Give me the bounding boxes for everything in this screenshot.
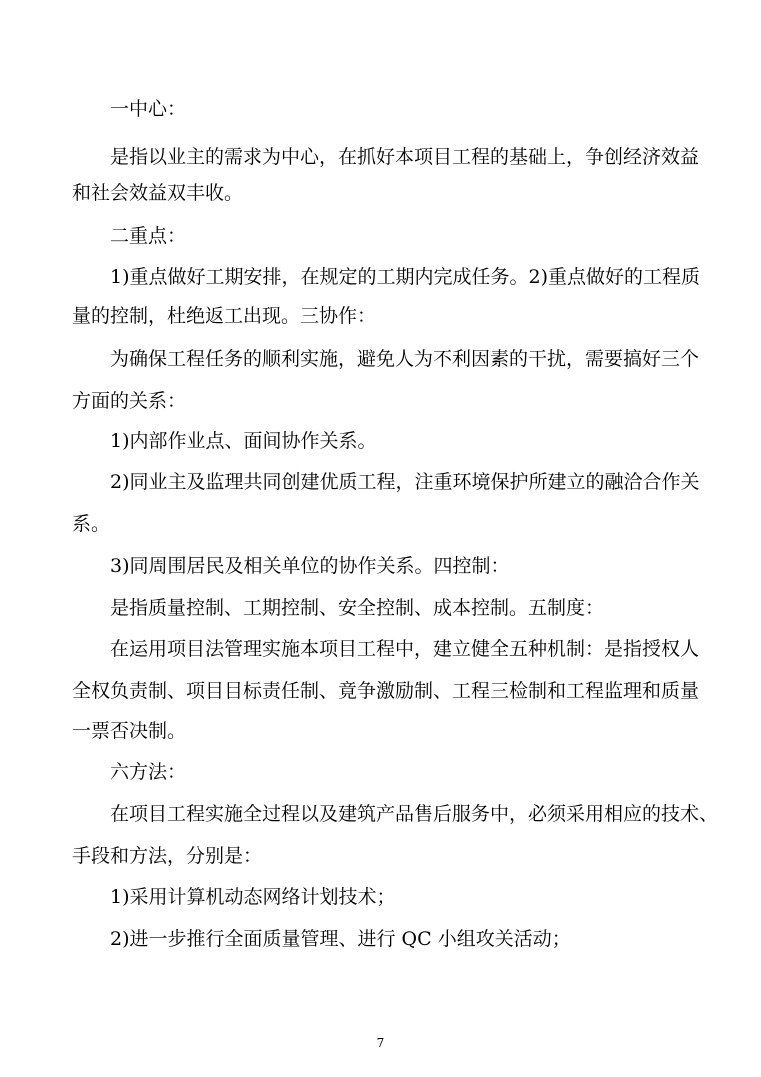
page-number: 7 [376, 1036, 385, 1050]
heading-six-methods: 六方法： [110, 761, 187, 783]
paragraph-line: 方面的关系： [72, 390, 187, 412]
paragraph-line: 全权负责制、项目目标责任制、竟争激励制、工程三检制和工程监理和质量 [72, 680, 700, 702]
list-item: 1)采用计算机动态网络计划技术； [110, 886, 396, 908]
list-item: 1)内部作业点、面间协作关系。 [110, 430, 377, 452]
heading-two-focus: 二重点： [110, 225, 187, 247]
paragraph-line: 系。 [72, 513, 111, 535]
heading-one-center: 一中心： [110, 98, 187, 120]
list-item: 3)同周围居民及相关单位的协作关系。四控制： [110, 555, 510, 577]
paragraph-line: 在运用项目法管理实施本项目工程中，建立健全五种机制：是指授权人 [110, 638, 700, 660]
paragraph-line: 和社会效益双丰收。 [72, 182, 244, 204]
paragraph-line: 为确保工程任务的顺利实施，避免人为不利因素的干扰，需要搞好三个 [110, 348, 700, 370]
paragraph-line: 量的控制，杜绝返工出现。三协作： [72, 305, 377, 327]
paragraph-line: 在项目工程实施全过程以及建筑产品售后服务中，必须采用相应的技术、 [110, 803, 719, 825]
paragraph-line: 1)重点做好工期安排，在规定的工期内完成任务。2)重点做好的工程质 [110, 266, 701, 288]
paragraph-line: 一票否决制。 [72, 720, 187, 742]
list-item: 2)同业主及监理共同创建优质工程，注重环境保护所建立的融洽合作关 [110, 471, 700, 493]
paragraph-line: 是指质量控制、工期控制、安全控制、成本控制。五制度： [110, 597, 605, 619]
list-item: 2)进一步推行全面质量管理、进行 QC 小组攻关活动； [110, 928, 571, 950]
paragraph-line: 是指以业主的需求为中心，在抓好本项目工程的基础上，争创经济效益 [110, 146, 700, 168]
paragraph-line: 手段和方法，分别是： [72, 845, 263, 867]
